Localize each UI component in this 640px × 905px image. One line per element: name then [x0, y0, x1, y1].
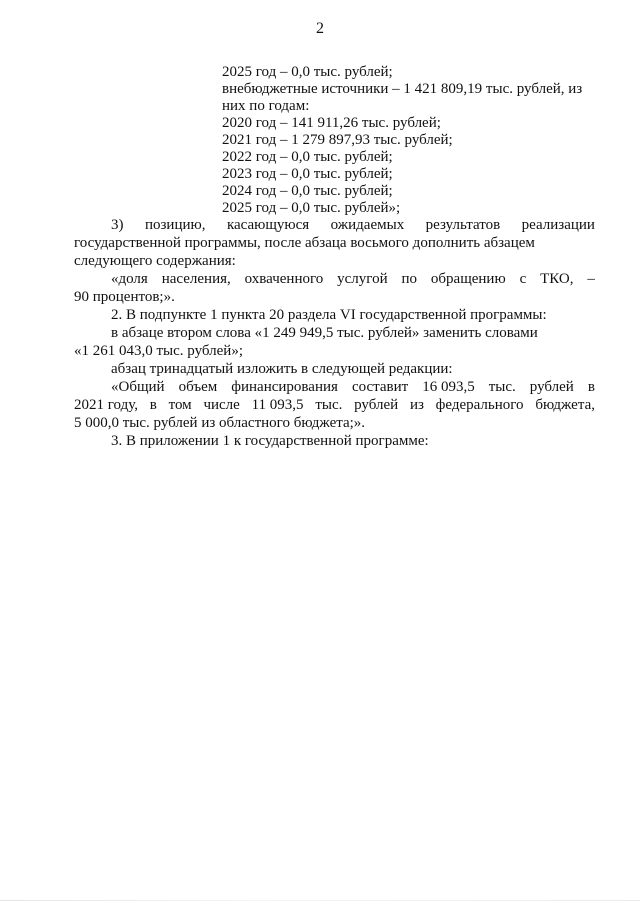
funding-line: 2020 год – 141 911,26 тыс. рублей;: [222, 115, 441, 131]
word: населения,: [161, 271, 231, 287]
word: 3): [111, 217, 124, 233]
item3-line-2: государственной программы, после абзаца восьмого дополнить абзацем: [74, 235, 535, 251]
word: из: [409, 397, 424, 413]
item2-heading: 2. В подпункте 1 пункта 20 раздела VI государственной программы:: [111, 307, 547, 323]
word: с: [519, 271, 527, 287]
para2-line-1: в абзаце втором слова «1 249 949,5 тыс. рублей» заменить словами: [111, 325, 538, 341]
funding-line: 2024 год – 0,0 тыс. рублей;: [222, 183, 393, 199]
para13-heading: абзац тринадцатый изложить в следующей редакции:: [111, 361, 453, 377]
quote-tko-line-2: 90 процентов;».: [74, 289, 175, 305]
para2-line-2: «1 261 043,0 тыс. рублей»;: [74, 343, 243, 359]
funding-line: внебюджетные источники – 1 421 809,19 тыс. рублей, из: [222, 81, 583, 97]
word: бюджета,: [535, 397, 595, 413]
word: 11 093,5: [251, 397, 304, 413]
word: обращению: [430, 271, 506, 287]
word: реализации: [521, 217, 595, 233]
word: федерального: [435, 397, 524, 413]
funding-line: 2025 год – 0,0 тыс. рублей»;: [222, 200, 401, 216]
word: охваченного: [244, 271, 324, 287]
word: в: [149, 397, 157, 413]
word: рублей: [529, 379, 574, 395]
word: рублей: [354, 397, 399, 413]
word: ТКО,: [540, 271, 574, 287]
page-number: 2: [316, 20, 324, 37]
word: тыс.: [488, 379, 516, 395]
word: по: [401, 271, 418, 287]
item3-line-1: [111, 216, 595, 234]
word: составит: [351, 379, 409, 395]
item3-appendix-heading: 3. В приложении 1 к государственной программе:: [111, 433, 429, 449]
item3-line-3: следующего содержания:: [74, 253, 236, 269]
word: объем: [178, 379, 218, 395]
funding-line: 2021 год – 1 279 897,93 тыс. рублей;: [222, 132, 453, 148]
word: том: [168, 397, 192, 413]
funding-line: 2022 год – 0,0 тыс. рублей;: [222, 149, 393, 165]
quote-tko-line-1: [111, 270, 595, 288]
word: услугой: [337, 271, 388, 287]
financing-line-3: 5 000,0 тыс. рублей из областного бюджета;».: [74, 415, 366, 431]
word: 2021 году,: [74, 397, 138, 413]
word: позицию,: [144, 217, 206, 233]
word: результатов: [425, 217, 501, 233]
financing-line-2: [74, 396, 595, 414]
word: числе: [203, 397, 240, 413]
financing-line-1: [111, 378, 595, 396]
funding-line: 2025 год – 0,0 тыс. рублей;: [222, 64, 393, 80]
word: 16 093,5: [422, 379, 475, 395]
funding-line: 2023 год – 0,0 тыс. рублей;: [222, 166, 393, 182]
funding-line: них по годам:: [222, 98, 310, 114]
word: «Общий: [111, 379, 165, 395]
word: –: [587, 271, 595, 287]
word: «доля: [111, 271, 148, 287]
scan-edge-divider: [0, 900, 640, 901]
word: финансирования: [231, 379, 338, 395]
word: касающуюся: [226, 217, 310, 233]
word: тыс.: [315, 397, 343, 413]
word: ожидаемых: [330, 217, 405, 233]
word: в: [587, 379, 595, 395]
